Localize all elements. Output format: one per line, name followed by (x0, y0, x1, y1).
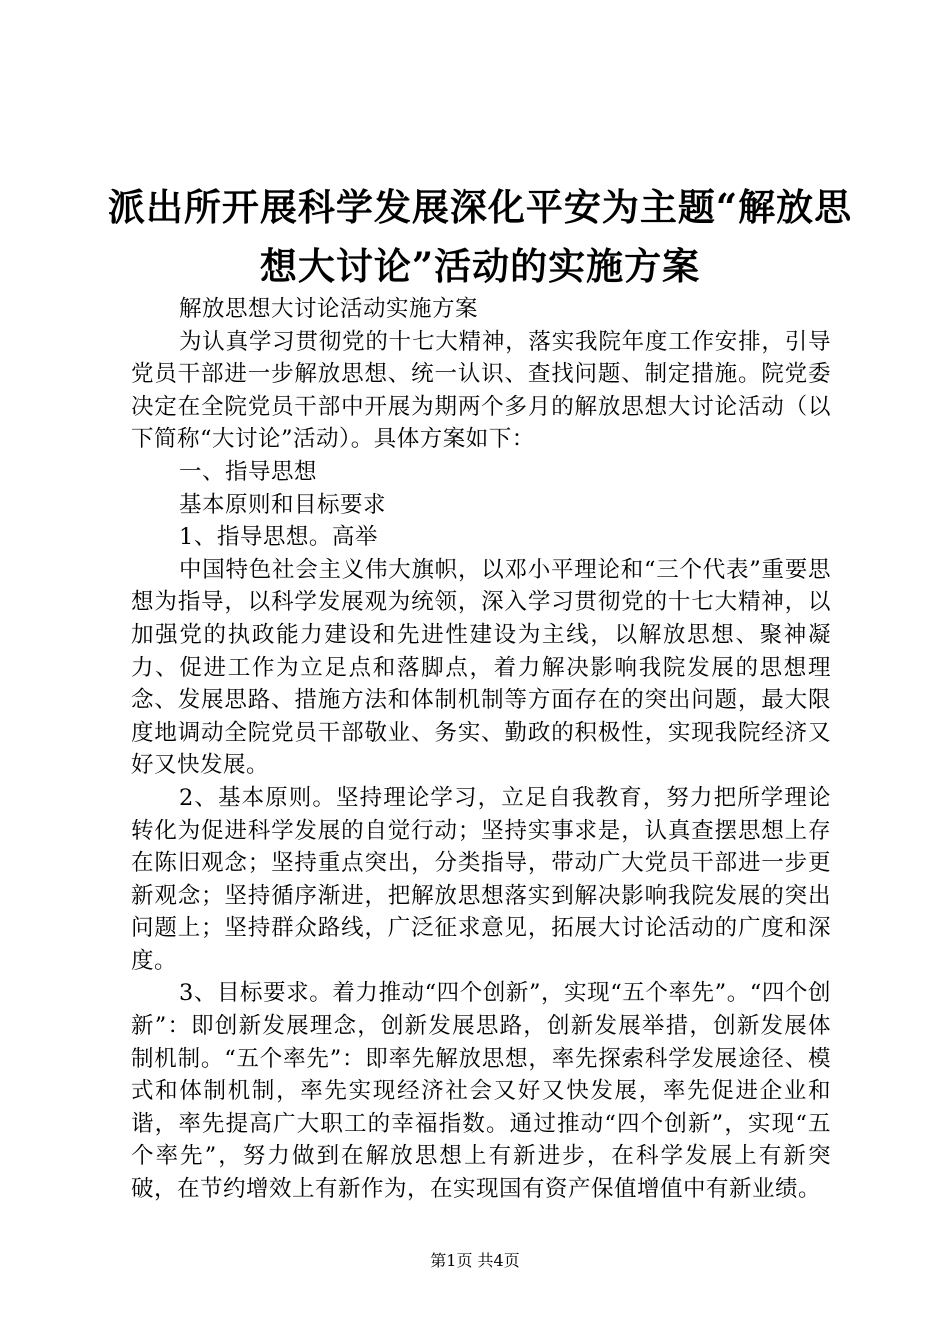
document-title-line-1: 派出所开展科学发展深化平安为主题“解放思 (107, 185, 853, 229)
paragraph-subtitle: 解放思想大讨论活动实施方案 (179, 296, 479, 322)
paragraph-item-1-heading: 1、指导思想。高举 (179, 524, 378, 551)
document-title-line-2: 想大讨论”活动的实施方案 (259, 244, 701, 288)
heading-guiding-thought: 一、指导思想 (179, 458, 318, 485)
paragraph-item-1-body: 中国特色社会主义伟大旗帜，以邓小平理论和“三个代表”重要思想为指导，以科学发展观为统领，深入学习贯彻党的十七大精神，以加强党的执政能力建设和先进性建设为主线，以解放思想、聚神凝力、促进工作为立足点和落脚点，着力解决影响我院发展的思想理念、发展思路、措施方法和体制机制等方面存在的突出问题，最大限度地调动全院党员干部敬业、务实、勤政的积极性，实现我院经济又好又快发展。 (131, 556, 831, 779)
paragraph-item-2: 2、基本原则。坚持理论学习，立足自我教育，努力把所学理论转化为促进科学发展的自觉行动；坚持实事求是，认真查摆思想上存在陈旧观念；坚持重点突出，分类指导，带动广大党员干部进一步更新观念；坚持循序渐进，把解放思想落实到解决影响我院发展的突出问题上；坚持群众路线，广泛征求意见，拓展大讨论活动的广度和深度。 (131, 784, 831, 974)
document-body (131, 293, 831, 1206)
paragraph-item-3: 3、目标要求。着力推动“四个创新”，实现“五个率先”。“四个创新”：即创新发展理念，创新发展思路，创新发展举措，创新发展体制机制。“五个率先”：即率先解放思想，率先探索科学发展途径、模式和体制机制，率先实现经济社会又好又快发展，率先促进企业和谐，率先提高广大职工的幸福指数。通过推动“四个创新”，实现“五个率先”，努力做到在解放思想上有新进步，在科学发展上有新突破，在节约增效上有新作为，在实现国有资产保值增值中有新业绩。 (131, 980, 831, 1203)
paragraph-intro: 为认真学习贯彻党的十七大精神，落实我院年度工作安排，引导党员干部进一步解放思想、统一认识、查找问题、制定措施。院党委决定在全院党员干部中开展为期两个多月的解放思想大讨论活动（以下简称“大讨论”活动）。具体方案如下： (131, 328, 831, 453)
page-footer: 第1页 共4页 (430, 1251, 520, 1270)
heading-principles-goals: 基本原则和目标要求 (179, 491, 387, 518)
